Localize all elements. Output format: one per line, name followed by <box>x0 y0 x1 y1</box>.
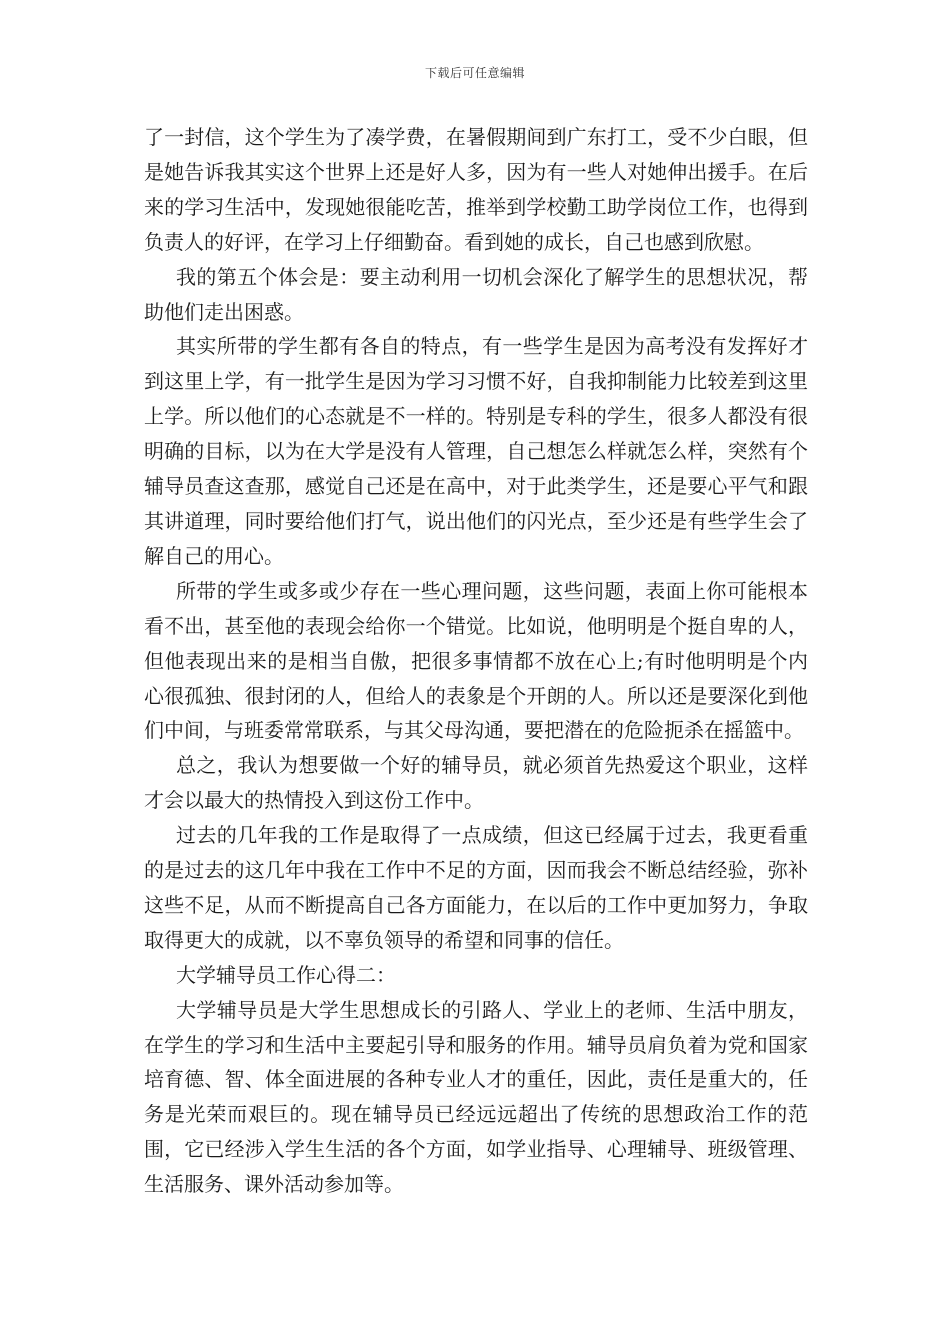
section-heading: 大学辅导员工作心得二： <box>176 962 396 987</box>
paragraph-2: 我的第五个体会是：要主动利用一切机会深化了解学生的思想状况，帮助他们走出困惑。 <box>144 264 808 324</box>
body-text <box>144 120 808 1202</box>
paragraph-1: 了一封信，这个学生为了凑学费，在暑假期间到广东打工，受不少白眼，但是她告诉我其实这个世界上还是好人多，因为有一些人对她伸出援手。在后来的学习生活中，发现她很能吃苦，推举到学校勤工助学岗位工作，也得到负责人的好评，在学习上仔细勤奋。看到她的成长，自己也感到欣慰。 <box>144 125 808 254</box>
paragraph-7: 大学辅导员是大学生思想成长的引路人、学业上的老师、生活中朋友，在学生的学习和生活中主要起引导和服务的作用。辅导员肩负着为党和国家培育德、智、体全面进展的各种专业人才的重任，因此，责任是重大的，任务是光荣而艰巨的。现在辅导员已经远远超出了传统的思想政治工作的范围，它已经涉入学生生活的各个方面，如学业指导、心理辅导、班级管理、生活服务、课外活动参加等。 <box>144 997 808 1197</box>
paragraph-4: 所带的学生或多或少存在一些心理问题，这些问题，表面上你可能根本看不出，甚至他的表现会给你一个错觉。比如说，他明明是个挺自卑的人，但他表现出来的是相当自傲，把很多事情都不放在心上;有时他明明是个内心很孤独、很封闭的人，但给人的表象是个开朗的人。所以还是要深化到他们中间，与班委常常联系，与其父母沟通，要把潜在的危险扼杀在摇篮中。 <box>144 578 808 743</box>
paragraph-3: 其实所带的学生都有各自的特点，有一些学生是因为高考没有发挥好才到这里上学，有一批学生是因为学习习惯不好，自我抑制能力比较差到这里上学。所以他们的心态就是不一样的。特别是专科的学生，很多人都没有很明确的目标，以为在大学是没有人管理，自己想怎么样就怎么样，突然有个辅导员查这查那，感觉自己还是在高中，对于此类学生，还是要心平气和跟其讲道理，同时要给他们打气，说出他们的闪光点，至少还是有些学生会了解自己的用心。 <box>144 334 808 568</box>
paragraph-6: 过去的几年我的工作是取得了一点成绩，但这已经属于过去，我更看重的是过去的这几年中我在工作中不足的方面，因而我会不断总结经验，弥补这些不足，从而不断提高自己各方面能力，在以后的工作中更加努力，争取取得更大的成就，以不辜负领导的希望和同事的信任。 <box>144 823 808 952</box>
header-note: 下载后可任意编辑 <box>424 66 525 80</box>
paragraph-5: 总之，我认为想要做一个好的辅导员，就必须首先热爱这个职业，这样才会以最大的热情投入到这份工作中。 <box>144 753 808 813</box>
